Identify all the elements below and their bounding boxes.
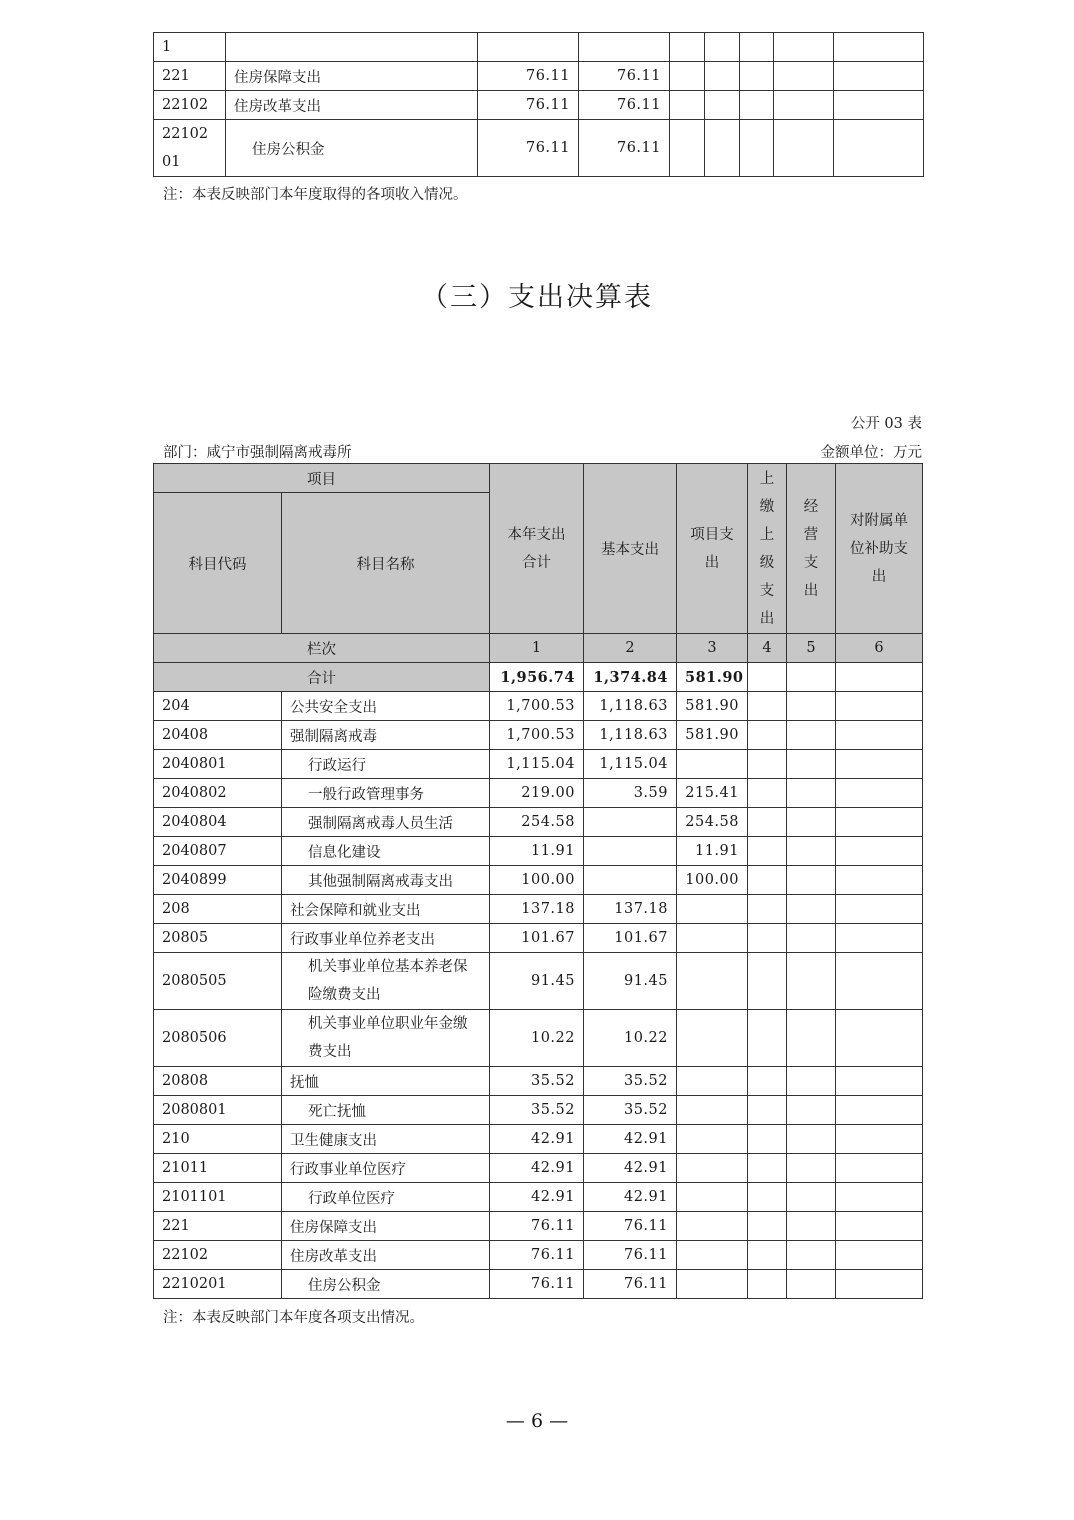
empty-cell xyxy=(836,721,923,750)
project-value xyxy=(677,1270,748,1299)
empty-cell xyxy=(748,692,787,721)
empty-cell xyxy=(836,1183,923,1212)
empty-cell xyxy=(748,779,787,808)
subject-name: 住房公积金 xyxy=(226,120,478,177)
empty-cell xyxy=(787,808,836,837)
subject-name xyxy=(226,33,478,62)
table-row xyxy=(154,1096,923,1125)
sum-project: 581.90 xyxy=(677,663,748,692)
project-value: 100.00 xyxy=(677,866,748,895)
project-value xyxy=(677,1010,748,1067)
header-upper: 上缴上级支出 xyxy=(748,464,787,634)
sum-basic: 1,374.84 xyxy=(584,663,677,692)
total-value: 42.91 xyxy=(490,1125,584,1154)
subject-code: 2040801 xyxy=(154,750,282,779)
department-label: 部门：咸宁市强制隔离戒毒所 xyxy=(163,445,352,461)
subject-code: 221 xyxy=(154,1212,282,1241)
header-business: 经营支出 xyxy=(787,464,836,634)
basic-value: 42.91 xyxy=(584,1154,677,1183)
total-value: 91.45 xyxy=(490,953,584,1010)
empty-cell xyxy=(748,1270,787,1299)
column-number-row xyxy=(154,634,923,663)
total-value: 76.11 xyxy=(478,62,579,91)
basic-value: 76.11 xyxy=(579,62,670,91)
basic-value: 3.59 xyxy=(584,779,677,808)
header-project: 项目支出 xyxy=(677,464,748,634)
empty-cell xyxy=(836,779,923,808)
empty-cell xyxy=(836,1212,923,1241)
total-value xyxy=(478,33,579,62)
table-row xyxy=(154,1067,923,1096)
subject-code: 21011 xyxy=(154,1154,282,1183)
subject-code: 2210201 xyxy=(154,1270,282,1299)
basic-value: 76.11 xyxy=(579,120,670,177)
project-value xyxy=(677,1125,748,1154)
basic-value: 35.52 xyxy=(584,1067,677,1096)
table-row xyxy=(154,721,923,750)
column-number: 6 xyxy=(836,634,923,663)
total-value: 76.11 xyxy=(490,1270,584,1299)
header-basic: 基本支出 xyxy=(584,464,677,634)
column-number: 5 xyxy=(787,634,836,663)
total-value: 10.22 xyxy=(490,1010,584,1067)
column-number: 1 xyxy=(490,634,584,663)
subject-code: 1 xyxy=(154,33,226,62)
subject-name: 住房改革支出 xyxy=(226,91,478,120)
table-code: 公开 03 表 xyxy=(850,416,922,432)
table-row xyxy=(154,866,923,895)
total-value: 1,700.53 xyxy=(490,721,584,750)
subject-name: 住房保障支出 xyxy=(282,1212,490,1241)
subject-name: 行政运行 xyxy=(282,750,490,779)
header-code: 科目代码 xyxy=(154,493,282,634)
project-value: 581.90 xyxy=(677,692,748,721)
subject-code: 2101101 xyxy=(154,1183,282,1212)
subject-code: 2080801 xyxy=(154,1096,282,1125)
table-row xyxy=(154,895,923,924)
project-value: 215.41 xyxy=(677,779,748,808)
subject-code: 2080506 xyxy=(154,1010,282,1067)
total-value: 11.91 xyxy=(490,837,584,866)
subject-name: 行政事业单位医疗 xyxy=(282,1154,490,1183)
empty-cell xyxy=(787,1183,836,1212)
empty-cell xyxy=(748,895,787,924)
header-name: 科目名称 xyxy=(282,493,490,634)
subject-code: 20808 xyxy=(154,1067,282,1096)
project-value xyxy=(677,924,748,953)
basic-value: 42.91 xyxy=(584,1125,677,1154)
project-value xyxy=(677,1067,748,1096)
empty-cell xyxy=(836,692,923,721)
previous-table-note: 注：本表反映部门本年度取得的各项收入情况。 xyxy=(163,187,468,203)
sum-total: 1,956.74 xyxy=(490,663,584,692)
subject-code: 2080505 xyxy=(154,953,282,1010)
empty-cell xyxy=(748,837,787,866)
table-row xyxy=(154,1270,923,1299)
subject-code: 20408 xyxy=(154,721,282,750)
table-row xyxy=(154,924,923,953)
empty-cell xyxy=(748,750,787,779)
subject-name: 抚恤 xyxy=(282,1067,490,1096)
empty-cell xyxy=(787,692,836,721)
subject-name: 公共安全支出 xyxy=(282,692,490,721)
subject-name: 信息化建设 xyxy=(282,837,490,866)
table-row xyxy=(154,1154,923,1183)
empty-cell xyxy=(748,1067,787,1096)
section-title: （三）支出决算表 xyxy=(421,282,653,313)
empty-cell xyxy=(787,1212,836,1241)
empty-cell xyxy=(836,750,923,779)
empty-cell xyxy=(748,924,787,953)
basic-value: 91.45 xyxy=(584,953,677,1010)
empty-cell xyxy=(748,721,787,750)
subject-name: 强制隔离戒毒人员生活 xyxy=(282,808,490,837)
empty-cell xyxy=(787,721,836,750)
empty-cell xyxy=(787,1096,836,1125)
subject-name: 死亡抚恤 xyxy=(282,1096,490,1125)
basic-value: 42.91 xyxy=(584,1183,677,1212)
table-row xyxy=(154,1241,923,1270)
subject-name: 其他强制隔离戒毒支出 xyxy=(282,866,490,895)
table-row xyxy=(154,62,924,91)
empty-cell xyxy=(787,924,836,953)
empty-cell xyxy=(748,866,787,895)
basic-value: 1,118.63 xyxy=(584,692,677,721)
table-row xyxy=(154,91,924,120)
subject-code: 2040807 xyxy=(154,837,282,866)
project-value: 581.90 xyxy=(677,721,748,750)
basic-value xyxy=(579,33,670,62)
table-row xyxy=(154,120,924,177)
basic-value: 76.11 xyxy=(584,1241,677,1270)
total-row xyxy=(154,663,923,692)
total-value: 101.67 xyxy=(490,924,584,953)
subject-code: 2040804 xyxy=(154,808,282,837)
empty-cell xyxy=(748,1010,787,1067)
empty-cell xyxy=(748,1241,787,1270)
total-value: 35.52 xyxy=(490,1096,584,1125)
subject-name: 住房保障支出 xyxy=(226,62,478,91)
subject-name: 住房改革支出 xyxy=(282,1241,490,1270)
total-value: 76.11 xyxy=(478,120,579,177)
project-value xyxy=(677,953,748,1010)
total-value: 100.00 xyxy=(490,866,584,895)
subject-code: 20805 xyxy=(154,924,282,953)
column-number: 2 xyxy=(584,634,677,663)
subject-name: 住房公积金 xyxy=(282,1270,490,1299)
total-value: 35.52 xyxy=(490,1067,584,1096)
basic-value: 101.67 xyxy=(584,924,677,953)
total-value: 76.11 xyxy=(490,1212,584,1241)
subject-code: 2040899 xyxy=(154,866,282,895)
empty-cell xyxy=(748,1212,787,1241)
subject-name: 社会保障和就业支出 xyxy=(282,895,490,924)
header-total: 本年支出合计 xyxy=(490,464,584,634)
table-row xyxy=(154,33,924,62)
page-number: — 6 — xyxy=(505,1410,569,1432)
basic-value: 76.11 xyxy=(579,91,670,120)
table-row xyxy=(154,1212,923,1241)
empty-cell xyxy=(787,1010,836,1067)
subject-name: 机关事业单位基本养老保险缴费支出 xyxy=(282,953,490,1010)
column-label: 栏次 xyxy=(154,634,490,663)
header-row xyxy=(154,464,923,493)
total-value: 76.11 xyxy=(478,91,579,120)
project-value xyxy=(677,1212,748,1241)
basic-value xyxy=(584,837,677,866)
header-subsidy: 对附属单位补助支出 xyxy=(836,464,923,634)
subject-code: 2210201 xyxy=(154,120,226,177)
empty-cell xyxy=(748,808,787,837)
sum-label: 合计 xyxy=(154,663,490,692)
empty-cell xyxy=(787,953,836,1010)
empty-cell xyxy=(836,1125,923,1154)
empty-cell xyxy=(836,1270,923,1299)
table-row xyxy=(154,808,923,837)
empty-cell xyxy=(748,1096,787,1125)
table-row xyxy=(154,750,923,779)
expenditure-table xyxy=(153,463,923,1299)
subject-name: 一般行政管理事务 xyxy=(282,779,490,808)
total-value: 1,115.04 xyxy=(490,750,584,779)
empty-cell xyxy=(836,837,923,866)
empty-cell xyxy=(836,895,923,924)
basic-value: 1,118.63 xyxy=(584,721,677,750)
basic-value: 10.22 xyxy=(584,1010,677,1067)
unit-label: 金额单位：万元 xyxy=(820,445,922,461)
total-value: 137.18 xyxy=(490,895,584,924)
basic-value: 76.11 xyxy=(584,1212,677,1241)
subject-name: 行政事业单位养老支出 xyxy=(282,924,490,953)
total-value: 219.00 xyxy=(490,779,584,808)
total-value: 42.91 xyxy=(490,1154,584,1183)
total-value: 76.11 xyxy=(490,1241,584,1270)
column-number: 4 xyxy=(748,634,787,663)
empty-cell xyxy=(787,1125,836,1154)
empty-cell xyxy=(787,837,836,866)
empty-cell xyxy=(836,1010,923,1067)
empty-cell xyxy=(836,1067,923,1096)
subject-name: 机关事业单位职业年金缴费支出 xyxy=(282,1010,490,1067)
total-value: 1,700.53 xyxy=(490,692,584,721)
empty-cell xyxy=(787,895,836,924)
table-row xyxy=(154,953,923,1010)
total-value: 42.91 xyxy=(490,1183,584,1212)
empty-cell xyxy=(787,1270,836,1299)
empty-cell xyxy=(787,1154,836,1183)
empty-cell xyxy=(836,1096,923,1125)
subject-code: 221 xyxy=(154,62,226,91)
empty-cell xyxy=(787,779,836,808)
empty-cell xyxy=(748,1183,787,1212)
empty-cell xyxy=(787,1241,836,1270)
subject-name: 强制隔离戒毒 xyxy=(282,721,490,750)
project-value xyxy=(677,895,748,924)
subject-code: 208 xyxy=(154,895,282,924)
table-note: 注：本表反映部门本年度各项支出情况。 xyxy=(163,1310,424,1326)
table-row xyxy=(154,692,923,721)
empty-cell xyxy=(748,953,787,1010)
basic-value: 137.18 xyxy=(584,895,677,924)
empty-cell xyxy=(748,1125,787,1154)
project-value xyxy=(677,1154,748,1183)
empty-cell xyxy=(836,1154,923,1183)
empty-cell xyxy=(787,866,836,895)
table-row xyxy=(154,1183,923,1212)
basic-value: 35.52 xyxy=(584,1096,677,1125)
project-value xyxy=(677,1241,748,1270)
table-row xyxy=(154,1010,923,1067)
subject-code: 22102 xyxy=(154,1241,282,1270)
basic-value: 1,115.04 xyxy=(584,750,677,779)
project-value xyxy=(677,750,748,779)
empty-cell xyxy=(748,1154,787,1183)
table-row xyxy=(154,837,923,866)
empty-cell xyxy=(836,1241,923,1270)
basic-value xyxy=(584,808,677,837)
total-value: 254.58 xyxy=(490,808,584,837)
header-item: 项目 xyxy=(154,464,490,493)
empty-cell xyxy=(787,750,836,779)
project-value: 11.91 xyxy=(677,837,748,866)
subject-name: 卫生健康支出 xyxy=(282,1125,490,1154)
empty-cell xyxy=(836,953,923,1010)
basic-value: 76.11 xyxy=(584,1270,677,1299)
empty-cell xyxy=(836,866,923,895)
column-number: 3 xyxy=(677,634,748,663)
empty-cell xyxy=(787,1067,836,1096)
subject-code: 204 xyxy=(154,692,282,721)
subject-code: 2040802 xyxy=(154,779,282,808)
subject-code: 22102 xyxy=(154,91,226,120)
previous-income-table xyxy=(153,32,924,177)
table-row xyxy=(154,779,923,808)
project-value xyxy=(677,1096,748,1125)
project-value xyxy=(677,1183,748,1212)
subject-name: 行政单位医疗 xyxy=(282,1183,490,1212)
table-row xyxy=(154,1125,923,1154)
basic-value xyxy=(584,866,677,895)
empty-cell xyxy=(836,924,923,953)
subject-code: 210 xyxy=(154,1125,282,1154)
project-value: 254.58 xyxy=(677,808,748,837)
empty-cell xyxy=(836,808,923,837)
